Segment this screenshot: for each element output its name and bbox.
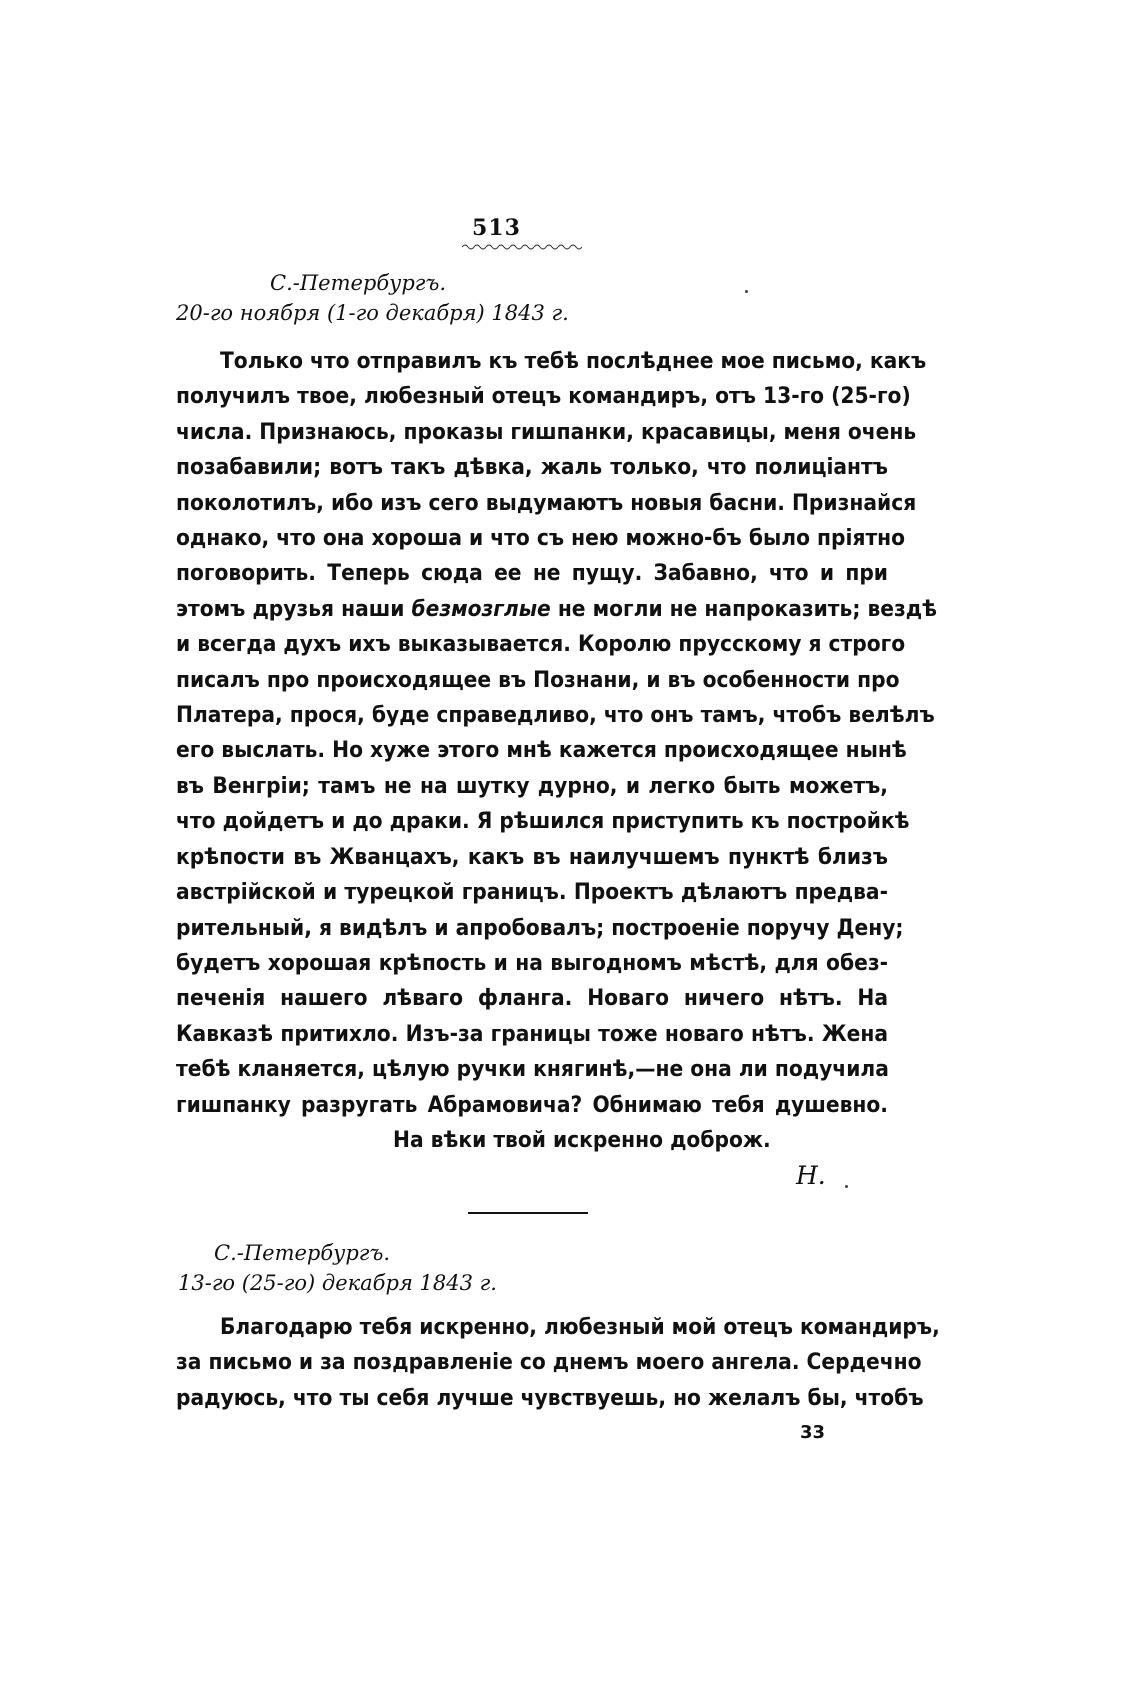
text-line: рительный, я видѣлъ и апробовалъ; построеніе поручу Дену; [176,914,904,941]
text-line: что дойдетъ и до драки. Я рѣшился приступить къ постройкѣ [176,808,910,835]
text-line: крѣпости въ Жванцахъ, какъ въ наилучшемъ пунктѣ близъ [176,843,888,870]
emphasized-word: безмозглые [411,595,551,622]
text-line: однако, что она хороша и что съ нею можно-бъ было пріятно [176,525,906,552]
text-line: и всегда духъ ихъ выказывается. Королю прусскому я строго [176,631,906,658]
letter-2-body [176,1310,940,1416]
text-line: Платера, прося, буде справедливо, что онъ тамъ, чтобъ велѣлъ [176,702,935,729]
text-line: числа. Признаюсь, проказы гишпанки, красавицы, меня очень [176,418,917,445]
text-line: получилъ твое, любезный отецъ командиръ, отъ 13-го (25-го) [176,383,911,410]
speck [845,1185,848,1188]
letter-2-place: С.-Петербургъ. [214,1241,391,1265]
text-line: Только что отправилъ къ тебѣ послѣднее мое письмо, какъ [220,348,927,374]
signature-mark: 33 [800,1422,826,1443]
text-line-with-emphasis [176,592,938,627]
text-line: австрійской и турецкой границъ. Проектъ дѣлаютъ предва- [176,879,888,906]
letter-1-closing: На вѣки твой искренно доброж. [393,1127,771,1153]
wavy-underline-ornament [462,243,582,251]
text-segment: не могли не напроказить; вездѣ [557,595,938,622]
text-line: Благодарю тебя искренно, любезный мой отецъ командиръ, [220,1314,940,1340]
text-line: радуюсь, что ты себя лучше чувствуешь, но желалъ бы, чтобъ [176,1384,924,1411]
text-line: въ Венгріи; тамъ не на шутку дурно, и легко быть можетъ, [176,772,888,799]
speck [745,290,748,293]
text-line: его выслать. Но хуже этого мнѣ кажется происходящее нынѣ [176,737,907,764]
text-line: позабавили; вотъ такъ дѣвка, жаль только, что полиціантъ [176,454,888,481]
page-number: 513 [472,215,521,241]
letter-1-place: С.-Петербургъ. [270,271,447,295]
text-line: за письмо и за поздравленіе со днемъ моего ангела. Сердечно [176,1349,922,1376]
letter-2-header [178,1238,497,1298]
letter-1-date: 20-го ноября (1-го декабря) 1843 г. [176,301,569,325]
text-line: поговорить. Теперь сюда ее не пущу. Забавно, что и при [176,560,888,587]
text-line: тебѣ кланяется, цѣлую ручки княгинѣ,—не она ли подучила [176,1056,889,1083]
text-line: печенія нашего лѣваго фланга. Новаго ничего нѣтъ. На [176,985,888,1012]
text-line: поколотилъ, ибо изъ сего выдумаютъ новыя басни. Признайся [176,489,917,516]
text-line: гишпанку разругать Абрамовича? Обнимаю тебя душевно. [176,1091,888,1118]
text-line: Кавказѣ притихло. Изъ-за границы тоже новаго нѣтъ. Жена [176,1020,888,1047]
text-line: писалъ про происходящее въ Познани, и въ особенности про [176,666,900,693]
text-line: будетъ хорошая крѣпость и на выгодномъ мѣстѣ, для обез- [176,949,888,976]
letter-1-body [176,344,938,1123]
letter-1-signature: Н. [796,1161,826,1190]
text-segment: этомъ друзья наши [176,595,405,622]
letter-1-header [176,268,569,328]
letter-2-date: 13-го (25-го) декабря 1843 г. [178,1271,497,1295]
section-divider [468,1212,588,1214]
